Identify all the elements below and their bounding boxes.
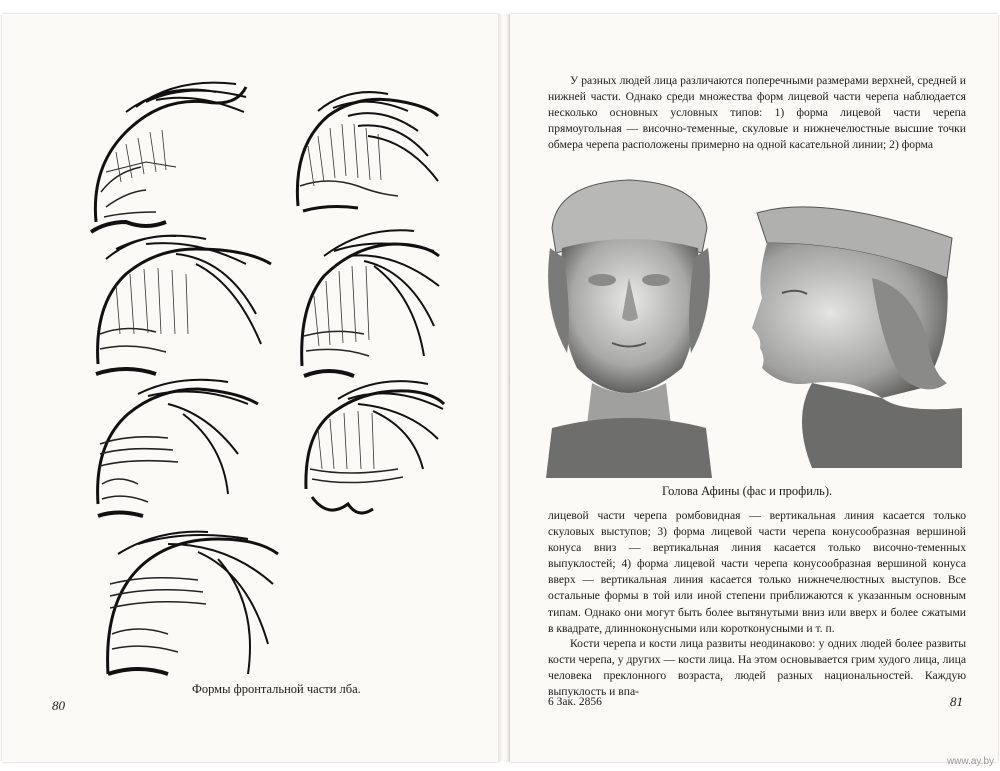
forehead-sketch-4 (294, 216, 444, 386)
left-page (2, 14, 498, 762)
paragraph-2: лицевой части черепа ромбовидная — вертикальная линия касается только скуловых выступов; 3) форма лицевой части черепа конусообразная вершиной конуса вниз — вертикальная линия касается только височно-теменных выпуклостей; 4) форма лицевой части черепа конусообразная вершиной конуса вверх — вертикальная линия касается только нижнечелюстных выступов. Все остальные формы в той или иной степени приближаются к указанным основным типам. Однако они могут быть более вытянутыми вниз или вверх и более сжатыми в квадрате, длинноконусными или коротконусными и т. п. (548, 509, 966, 635)
page-number-left: 80 (52, 698, 65, 713)
forehead-sketch-1 (86, 72, 256, 242)
page-number-right: 81 (950, 694, 963, 709)
paragraph-1: У разных людей лица различаются поперечными размерами верхней, средней и нижней части. Однако среди множества форм лицевой части черепа наблюдается несколько основных условных типов: 1) форма лицевой части черепа прямоугольная — височно-теменные, скуловые и нижнечелюстные высшие точки обмера черепа расположены примерно на одной касательной линии; 2) форма (548, 74, 966, 152)
right-page (510, 14, 998, 762)
forehead-sketch-2 (288, 86, 444, 226)
forehead-sketch-6 (298, 369, 448, 524)
forehead-sketch-3 (86, 224, 276, 384)
forehead-sketch-7 (98, 524, 288, 684)
photo-caption: Голова Афины (фас и профиль). (662, 484, 833, 498)
athena-head-front-photo (542, 178, 716, 478)
forehead-sketch-5 (88, 374, 264, 524)
athena-head-profile-photo (752, 198, 962, 478)
paragraph-3: Кости черепа и кости лица развиты неодинаково: у одних людей более развиты кости черепа, у других — кости лица. На этом основывается грим худого лица, лица человека преклонного возраста, людей разных национальностей. Каждую выпуклость и впа- (548, 637, 966, 699)
figure-caption: Формы фронтальной части лба. (192, 682, 361, 696)
footer-signature: 6 Зак. 2856 (548, 696, 602, 708)
watermark: www.ay.by (946, 756, 994, 767)
book-gutter (498, 14, 510, 762)
